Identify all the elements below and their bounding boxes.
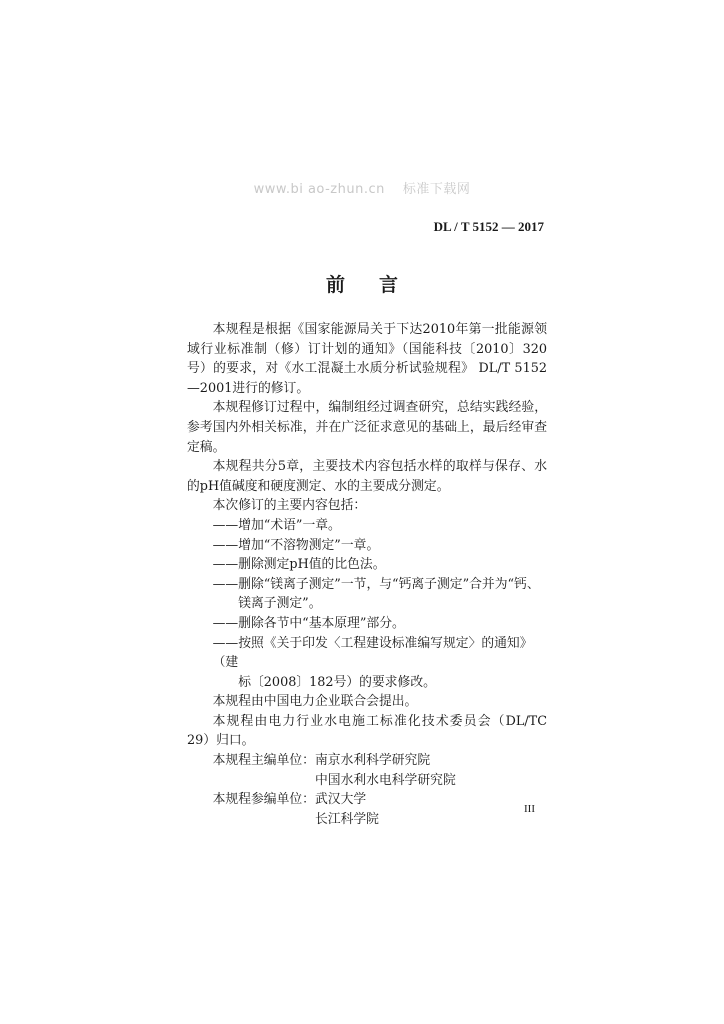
revision-item-continuation: 标〔2008〕182号）的要求修改。 [238,674,436,690]
revision-item [187,555,547,575]
chief-unit: 南京水利科学研究院 [314,753,431,769]
paragraph-managed-by: 本规程由电力行业水电施工标准化技术委员会（DL/TC 29）归口。 [187,713,547,749]
revision-item-text: ——按照《关于印发〈工程建设标准编写规定〉的通知》（建 [212,635,533,671]
chief-units-label: 本规程主编单位： [212,753,315,769]
chief-units-row [187,751,547,790]
watermark-url: www.bi ao-zhun.cn [253,182,385,197]
chief-units-list [315,751,456,790]
title-char-2: 言 [379,274,399,296]
title-char-1: 前 [325,274,345,296]
participant-units-row [187,790,547,829]
paragraph-basis: 本规程是根据《国家能源局关于下达2010年第一批能源领域行业标准制（修）订计划的通知》（国能科技〔2010〕320号）的要求，对《水工混凝土水质分析试验规程》 DL/T 5152—2001进行的修订。 [187,322,547,396]
participant-units-label: 本规程参编单位： [212,792,315,808]
revision-item [187,614,547,634]
participant-unit: 长江科学院 [314,811,379,827]
revision-item-text: ——删除“镁离子测定”一节，与“钙离子测定”合并为“钙、 [212,576,540,592]
standard-code: DL / T 5152 — 2017 [433,219,544,234]
revision-item-text: ——删除各节中“基本原理”部分。 [212,615,405,631]
revision-item-text: ——增加“不溶物测定”一章。 [212,537,380,553]
chief-unit: 中国水利水电科学研究院 [314,772,456,788]
revision-item [187,634,547,693]
watermark-text: 标准下载网 [402,182,471,197]
paragraph-contents: 本规程共分5章，主要技术内容包括水样的取样与保存、水的pH值碱度和硬度测定、水的主要成分测定。 [187,459,547,494]
watermark [0,178,724,197]
page-title [0,270,724,297]
revision-item [187,516,547,536]
revision-item-continuation: 镁离子测定”。 [238,596,322,612]
revision-item [187,536,547,556]
revision-item-text: ——增加“术语”一章。 [212,517,341,533]
revision-item [187,575,547,614]
revision-item-text: ——删除测定pH值的比色法。 [212,557,386,573]
participant-unit: 武汉大学 [314,792,367,808]
participant-units-list [315,790,379,829]
paragraph-proposed-by: 本规程由中国电力企业联合会提出。 [212,694,418,710]
paragraph-process: 本规程修订过程中，编制组经过调查研究，总结实践经验，参考国内外相关标准，并在广泛征求意见的基础上，最后经审查定稿。 [187,400,547,455]
preface-body [187,320,547,829]
page-number: III [524,803,535,815]
paragraph-revisions-intro: 本次修订的主要内容包括： [212,498,367,514]
